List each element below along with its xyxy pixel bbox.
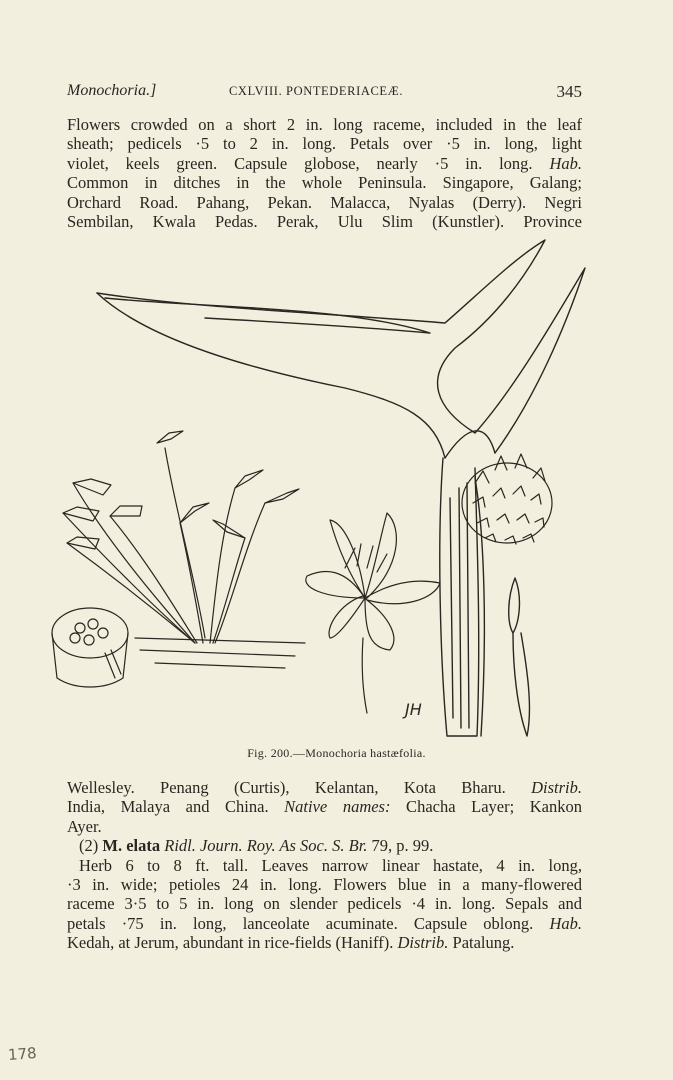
text-line: Sembilan, Kwala Pedas. Perak, Ulu Slim (Kunstler). Province — [67, 211, 582, 231]
text-line: Herb 6 to 8 ft. tall. Leaves narrow linear hastate, 4 in. long, — [79, 855, 582, 875]
margin-note: 178 — [7, 1044, 38, 1064]
text-line: Flowers crowded on a short 2 in. long raceme, included in the leaf — [67, 115, 582, 134]
figure-caption: Fig. 200.—Monochoria hastæfolia. — [247, 746, 426, 760]
running-head-chapter: CXLVIII. PONTEDERIACEÆ. — [229, 84, 404, 98]
text-line: Kedah, at Jerum, abundant in rice-fields (Haniff). Distrib. Patalung. — [67, 933, 515, 953]
text-line: raceme 3·5 to 5 in. long on slender pedicels ·4 in. long. Sepals and — [67, 894, 582, 914]
text-line: India, Malaya and China. Native names: Chacha Layer; Kankon — [67, 797, 582, 817]
hab-label: Hab. — [549, 153, 582, 173]
running-head-genus: Monochoria.] — [67, 82, 157, 99]
species-heading: (2) M. elata Ridl. Journ. Roy. As Soc. S. Br. 79, p. 99. — [79, 836, 434, 856]
distrib-label: Distrib. — [531, 778, 582, 797]
running-head — [67, 80, 582, 106]
monochoria-illustration — [45, 238, 605, 743]
text-line: Orchard Road. Pahang, Pekan. Malacca, Nyalas (Derry). Negri — [67, 192, 582, 212]
hab-label: Hab. — [549, 913, 582, 933]
text-line: petals ·75 in. long, lanceolate acuminate. Capsule oblong. Hab. — [67, 913, 582, 933]
distrib-label: Distrib. — [397, 933, 449, 953]
species-name: M. elata — [102, 836, 161, 856]
text-line: ·3 in. wide; petioles 24 in. long. Flowers blue in a many-flowered — [67, 874, 582, 894]
botanical-figure — [45, 238, 605, 743]
text-line: Wellesley. Penang (Curtis), Kelantan, Kota Bharu. Distrib. — [67, 778, 582, 797]
text-line: violet, keels green. Capsule globose, nearly ·5 in. long. Hab. — [67, 153, 582, 173]
bottom-paragraph — [67, 778, 582, 953]
artist-initials: JH — [405, 700, 422, 719]
text-line: Ayer. — [67, 816, 102, 836]
native-names-label: Native names: — [284, 797, 391, 817]
page-number: 345 — [556, 82, 582, 101]
text-line: sheath; pedicels ·5 to 2 in. long. Petals over ·5 in. long, light — [67, 134, 582, 154]
text-line: Common in ditches in the whole Peninsula. Singapore, Galang; — [67, 173, 582, 193]
top-paragraph — [67, 115, 582, 231]
